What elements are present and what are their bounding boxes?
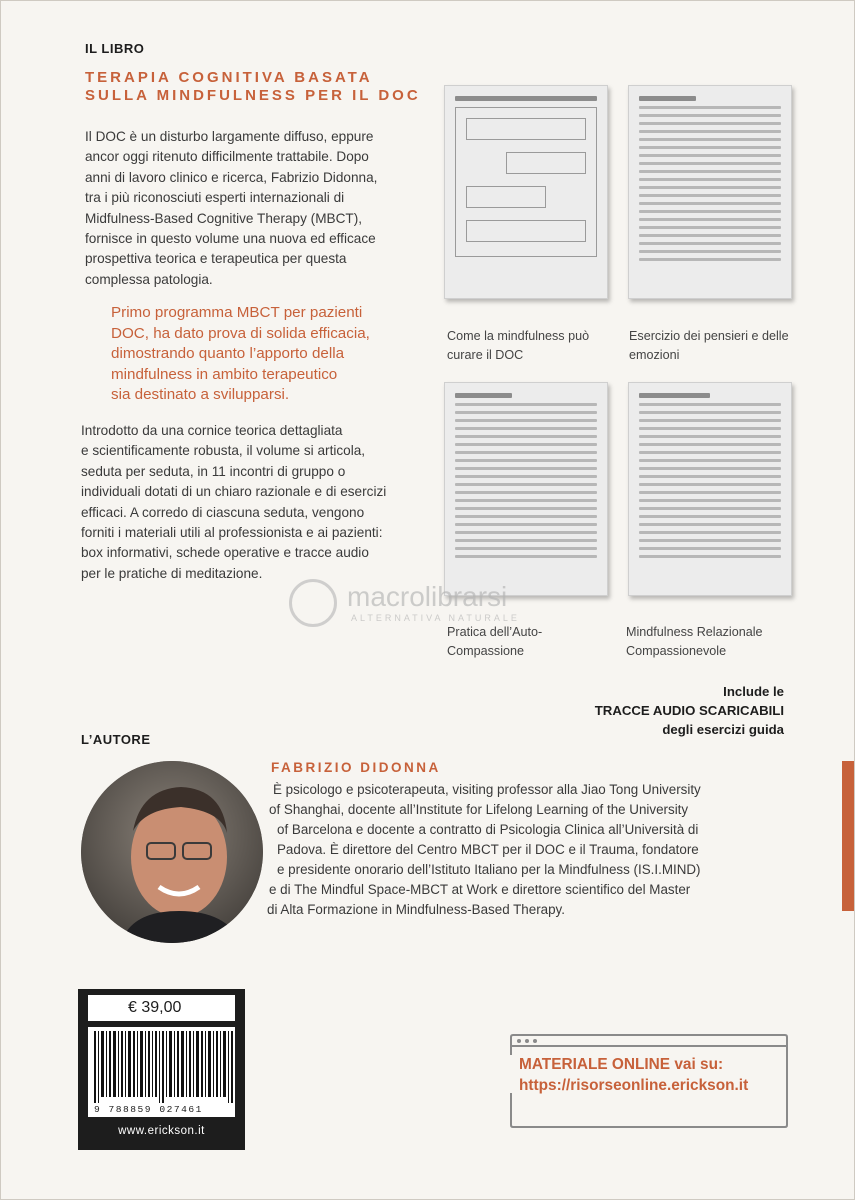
online-label-line [519, 1054, 748, 1075]
audio-note-line: degli esercizi guida [662, 722, 784, 737]
page-preview-thumbnail [444, 382, 608, 596]
text-line: e scientificamente robusta, il volume si articola, [81, 443, 366, 459]
online-suffix: vai su: [670, 1056, 724, 1073]
thumbnail-caption [626, 623, 763, 661]
page-preview-thumbnail [628, 382, 792, 596]
audio-tracks-note [595, 682, 784, 739]
caption-line: Esercizio dei pensieri e delle [629, 329, 789, 343]
watermark [289, 579, 619, 629]
text-line: e di The Mindful Space-MBCT at Work e direttore scientifico del Master [269, 882, 691, 897]
author-section-label: L’AUTORE [81, 732, 151, 747]
pull-quote [111, 303, 421, 406]
watermark-logo-icon [289, 579, 337, 627]
text-line: tra i più riconosciuti esperti internazionali di [85, 190, 345, 206]
publisher-website: www.erickson.it [118, 1125, 205, 1137]
online-url-link[interactable]: https://risorseonline.erickson.it [519, 1077, 749, 1094]
text-line: seduta per seduta, in 11 incontri di gruppo o [81, 463, 346, 479]
text-line: e presidente onorario dell’Istituto Italiano per la Mindfulness (IS.I.MIND) [277, 862, 701, 877]
online-materials-note [519, 1054, 748, 1096]
caption-line: emozioni [629, 348, 680, 362]
caption-line: Compassionevole [626, 644, 727, 658]
book-section-label: IL LIBRO [85, 41, 145, 56]
text-line: anni di lavoro clinico e ricerca, Fabrizio Didonna, [85, 169, 378, 185]
text-line: per le pratiche di meditazione. [81, 565, 263, 581]
caption-line: Compassione [447, 644, 525, 658]
text-line: ancor oggi ritenuto difficilmente trattabile. Dopo [85, 149, 369, 165]
watermark-text: macrolibrarsi [347, 581, 508, 612]
audio-note-line: TRACCE AUDIO SCARICABILI [594, 703, 784, 718]
book-title: TERAPIA COGNITIVA BASATA SULLA MINDFULNESS PER IL DOC [85, 69, 421, 104]
author-bio [259, 780, 799, 920]
online-label: MATERIALE ONLINE [519, 1056, 671, 1073]
author-photo [81, 761, 263, 943]
text-line: individuali dotati di un chiaro razionale e di esercizi [81, 484, 387, 500]
barcode-icon [92, 1031, 239, 1103]
quote-line: dimostrando quanto l’apporto della [111, 345, 345, 362]
text-line: forniti i materiali utili al professionista e ai pazienti: [81, 525, 383, 541]
text-line: prospettiva teorica e terapeutica per questa [85, 251, 347, 267]
audio-note-line: Include le [723, 684, 784, 699]
quote-line: DOC, ha dato prova di solida efficacia, [111, 324, 370, 342]
text-line: of Shanghai, docente all’Institute for Lifelong Learning of the University [269, 802, 689, 817]
author-portrait-icon [81, 761, 263, 943]
price-label: € 39,00 [88, 995, 235, 1021]
text-line: di Alta Formazione in Mindfulness-Based Therapy. [267, 902, 565, 917]
book-intro [85, 127, 425, 290]
page-preview-thumbnail [444, 85, 608, 299]
quote-line: Primo programma MBCT per pazienti [111, 304, 363, 321]
text-line: fornisce in questo volume una nuova ed efficace [85, 231, 376, 247]
caption-line: Come la mindfulness può [447, 329, 590, 343]
text-line: Padova. È direttore del Centro MBCT per il DOC e il Trauma, fondatore [277, 842, 699, 857]
caption-line: Mindfulness Relazionale [626, 625, 763, 639]
text-line: of Barcelona e docente a contratto di Psicologia Clinica all’Università di [277, 822, 699, 837]
side-color-tab [842, 761, 854, 911]
barcode [88, 1027, 235, 1117]
text-line: efficaci. A corredo di ciascuna seduta, vengono [81, 504, 365, 520]
quote-line: sia destinato a svilupparsi. [111, 386, 290, 403]
text-line: box informativi, schede operative e tracce audio [81, 545, 369, 561]
watermark-subtext: ALTERNATIVA NATURALE [351, 613, 520, 623]
book-description [81, 421, 426, 584]
text-line: Introdotto da una cornice teorica dettagliata [81, 423, 343, 438]
quote-line: mindfulness in ambito terapeutico [111, 365, 338, 383]
caption-line: curare il DOC [447, 348, 524, 362]
caption-line: Pratica dell’Auto- [447, 625, 543, 639]
text-line: È psicologo e psicoterapeuta, visiting professor alla Jiao Tong University [273, 782, 701, 797]
barcode-number: 9 788859 027461 [94, 1104, 203, 1115]
price-barcode-box [78, 989, 245, 1150]
page-preview-thumbnail [628, 85, 792, 299]
text-line: complessa patologia. [85, 271, 213, 287]
author-name: FABRIZIO DIDONNA [271, 760, 441, 775]
thumbnail-caption [447, 327, 589, 365]
text-line: Il DOC è un disturbo largamente diffuso, eppure [85, 129, 374, 144]
thumbnail-caption [629, 327, 789, 365]
text-line: Midfulness-Based Cognitive Therapy (MBCT), [85, 210, 363, 226]
